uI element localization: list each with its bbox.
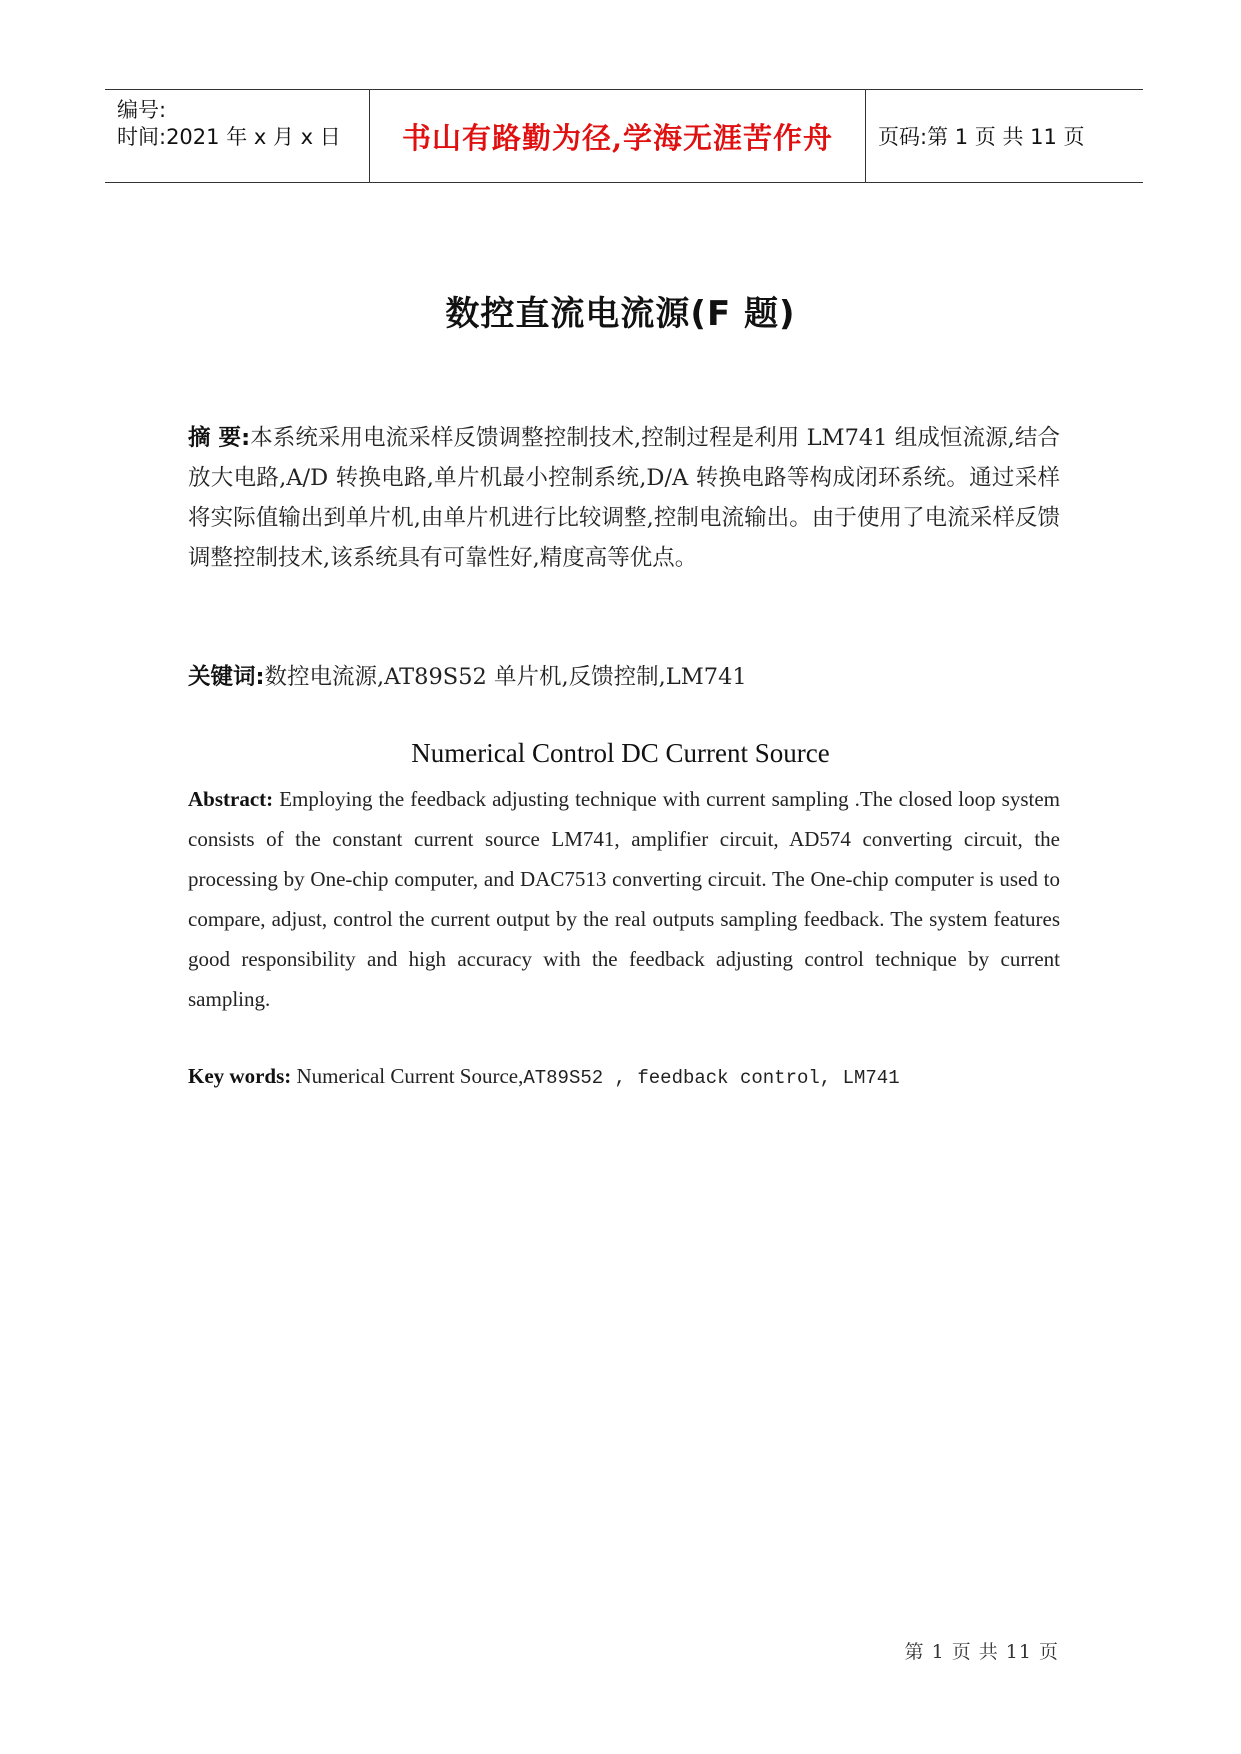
- english-abstract-label: Abstract:: [188, 787, 274, 811]
- english-keywords: [188, 1060, 1060, 1094]
- serial-number-label: 编号:: [117, 98, 167, 122]
- motto-text: 书山有路勤为径,学海无涯苦作舟: [401, 120, 834, 155]
- english-keywords-text: Numerical Current Source,: [296, 1064, 524, 1088]
- document-header: [105, 89, 1143, 183]
- english-keywords-mono-text: AT89S52 , feedback control, LM741: [523, 1067, 900, 1089]
- chinese-abstract-label: 摘 要:: [188, 425, 251, 451]
- page-footer: 第 1 页 共 11 页: [904, 1641, 1059, 1663]
- header-info-cell: [105, 90, 369, 182]
- english-abstract-text: Employing the feedback adjusting technique with current sampling .The closed loop system consists of the constant current source LM741, amplifier circuit, AD574 converting circuit, the processing by One-chip computer, and DAC7513 converting circuit. The One-chip computer is used to compare, adjust, control the current output by the real outputs sampling feedback. The system features good responsibility and high accuracy with the feedback adjusting control technique by current sampling.: [188, 787, 1061, 1011]
- english-title: Numerical Control DC Current Source: [411, 738, 830, 768]
- chinese-keywords-text: 数控电流源,AT89S52 单片机,反馈控制,LM741: [264, 664, 747, 690]
- date-label: 时间:2021 年 x 月 x 日: [117, 125, 341, 149]
- english-keywords-label: Key words:: [188, 1064, 292, 1088]
- header-motto-cell: [369, 90, 866, 182]
- header-page-cell: [866, 90, 1143, 182]
- english-abstract: [188, 779, 1060, 1019]
- chinese-keywords: [188, 657, 1060, 697]
- chinese-abstract: [188, 418, 1060, 578]
- document-title: 数控直流电流源(F 题): [445, 294, 796, 334]
- chinese-abstract-text: 本系统采用电流采样反馈调整控制技术,控制过程是利用 LM741 组成恒流源,结合放大电路,A/D 转换电路,单片机最小控制系统,D/A 转换电路等构成闭环系统。通过采样将实际值输出到单片机,由单片机进行比较调整,控制电流输出。由于使用了电流采样反馈调整控制技术,该系统具有可靠性好,精度高等优点。: [188, 425, 1060, 571]
- chinese-keywords-label: 关键词:: [188, 664, 265, 690]
- page-code: 页码:第 1 页 共 11 页: [878, 125, 1085, 149]
